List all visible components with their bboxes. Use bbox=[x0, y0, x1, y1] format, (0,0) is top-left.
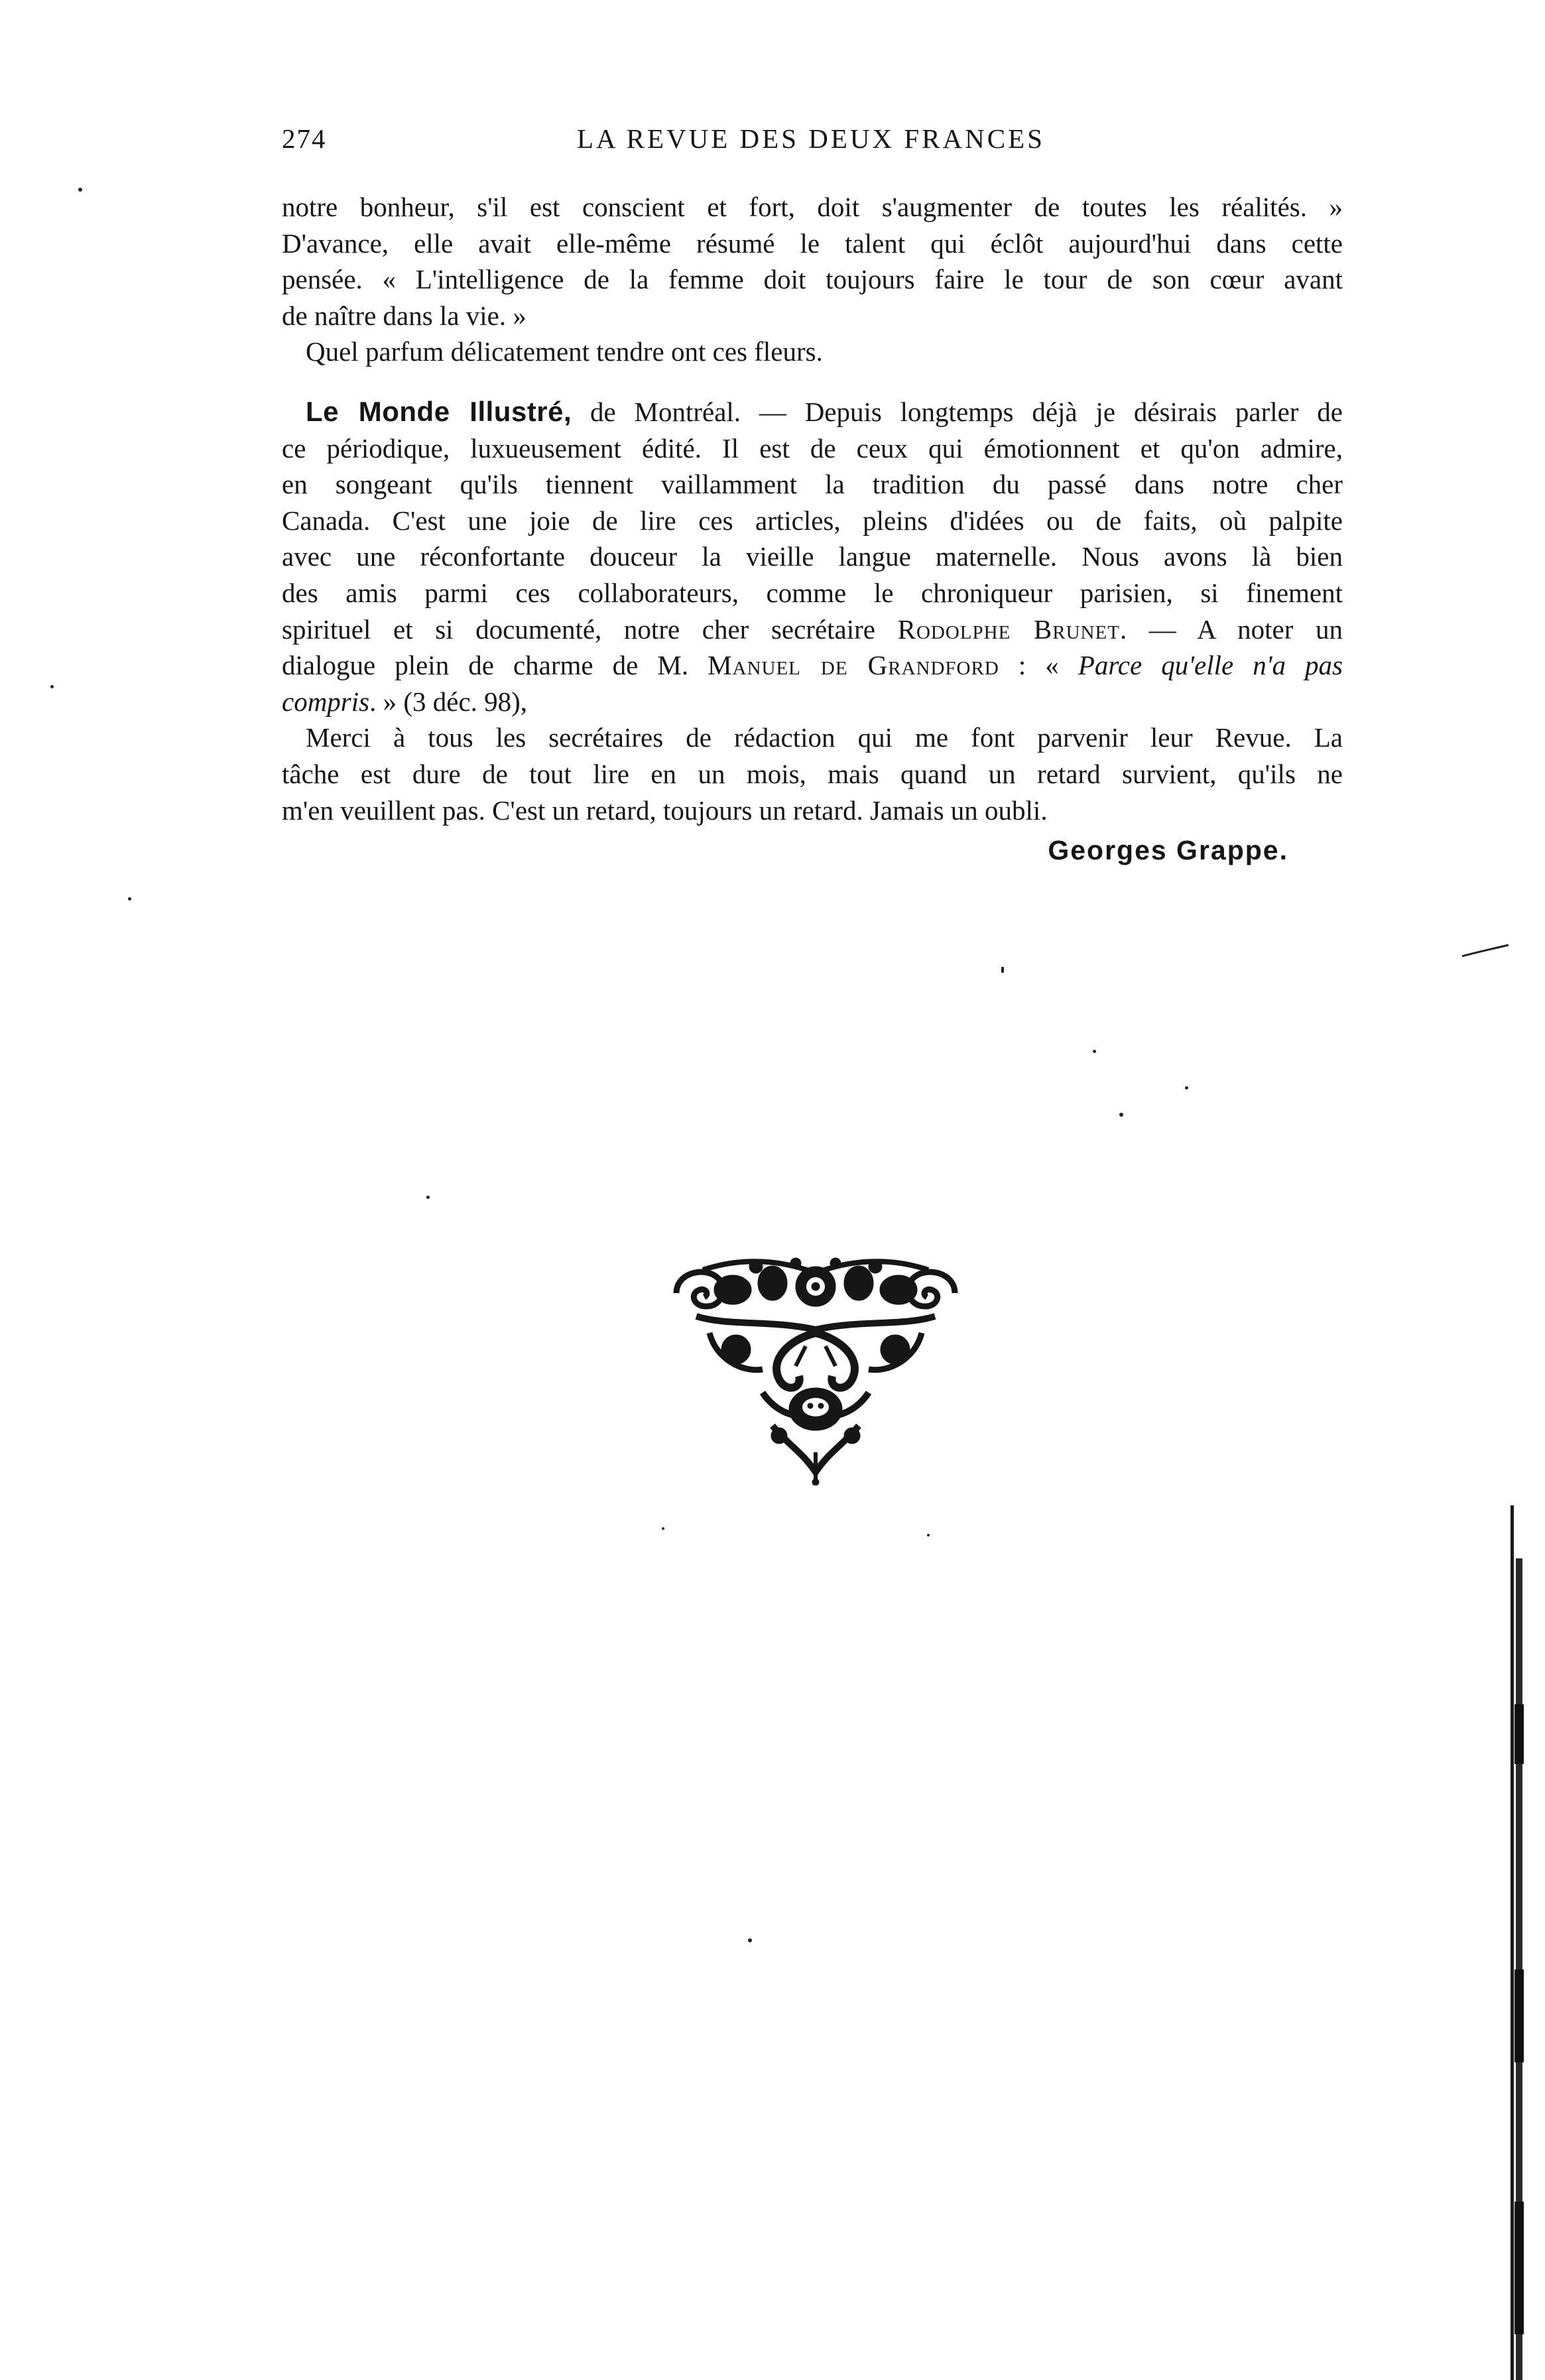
text-line: ce périodique, luxueusement édité. Il est de ceux qui émotionnent et qu'on admire, bbox=[282, 432, 1343, 464]
scan-speck bbox=[1185, 1086, 1188, 1090]
running-head bbox=[282, 123, 1343, 169]
text-line: Quel parfum délicatement tendre ont ces fleurs. bbox=[306, 336, 823, 367]
scan-speck bbox=[748, 1938, 752, 1942]
quoted-title: compris bbox=[282, 686, 370, 717]
scan-speck bbox=[1001, 967, 1004, 973]
page-number: 274 bbox=[282, 123, 327, 154]
text-line: m'en veuillent pas. C'est un retard, toujours un retard. Jamais un oubli. bbox=[282, 794, 1048, 826]
text-line: dialogue plein de charme de M. Manuel de Grandford : « Parce qu'elle n'a pas bbox=[282, 650, 1343, 681]
article-text bbox=[282, 189, 1343, 869]
text-line: avec une réconfortante douceur la vieille langue maternelle. Nous avons là bien bbox=[282, 541, 1343, 572]
text-line: Merci à tous les secrétaires de rédaction qui me font parvenir leur Revue. La bbox=[306, 722, 1343, 753]
text-line: de naître dans la vie. » bbox=[282, 300, 526, 331]
scan-speck bbox=[128, 897, 131, 901]
text-line: spirituel et si documenté, notre cher secrétaire Rodolphe Brunet. — A noter un bbox=[282, 613, 1343, 645]
scan-speck bbox=[50, 685, 54, 688]
scan-speck bbox=[426, 1196, 430, 1199]
scan-speck bbox=[927, 1534, 930, 1536]
text-line: des amis parmi ces collaborateurs, comme le chroniqueur parisien, si finement bbox=[282, 577, 1343, 608]
person-name: Manuel de Grandford bbox=[708, 650, 999, 681]
quoted-title: Parce qu'elle n'a pas bbox=[1078, 650, 1343, 681]
text-line: compris. » (3 déc. 98), bbox=[282, 686, 528, 717]
fleuron-cul-de-lampe-icon bbox=[663, 1253, 968, 1485]
periodical-name: Le Monde Illustré, bbox=[306, 395, 572, 427]
author-signature: Georges Grappe. bbox=[1048, 835, 1288, 866]
scan-speck bbox=[1119, 1113, 1123, 1117]
text-line: pensée. « L'intelligence de la femme doit toujours faire le tour de son cœur avant bbox=[282, 264, 1343, 295]
scan-speck bbox=[78, 188, 82, 192]
text-line: Le Monde Illustré, de Montréal. — Depuis longtemps déjà je désirais parler de bbox=[306, 395, 1343, 427]
text-line: notre bonheur, s'il est conscient et fort, doit s'augmenter de toutes les réalités. » bbox=[282, 192, 1343, 222]
scan-edge-shadow bbox=[1507, 1505, 1526, 2380]
text-line: D'avance, elle avait elle-même résumé le talent qui éclôt aujourd'hui dans cette bbox=[282, 227, 1343, 259]
text-line: en songeant qu'ils tiennent vaillamment la tradition du passé dans notre cher bbox=[282, 469, 1343, 500]
scan-speck bbox=[1093, 1050, 1096, 1053]
text-line: tâche est dure de tout lire en un mois, mais quand un retard survient, qu'ils ne bbox=[282, 758, 1343, 789]
scan-speck bbox=[662, 1527, 664, 1530]
running-title: LA REVUE DES DEUX FRANCES bbox=[577, 123, 1045, 154]
text-line: Canada. C'est une joie de lire ces articles, pleins d'idées ou de faits, où palpite bbox=[282, 505, 1343, 536]
stray-pen-mark bbox=[1459, 942, 1512, 962]
person-name: Rodolphe Brunet bbox=[897, 613, 1120, 645]
paragraph-gap bbox=[282, 370, 1343, 394]
